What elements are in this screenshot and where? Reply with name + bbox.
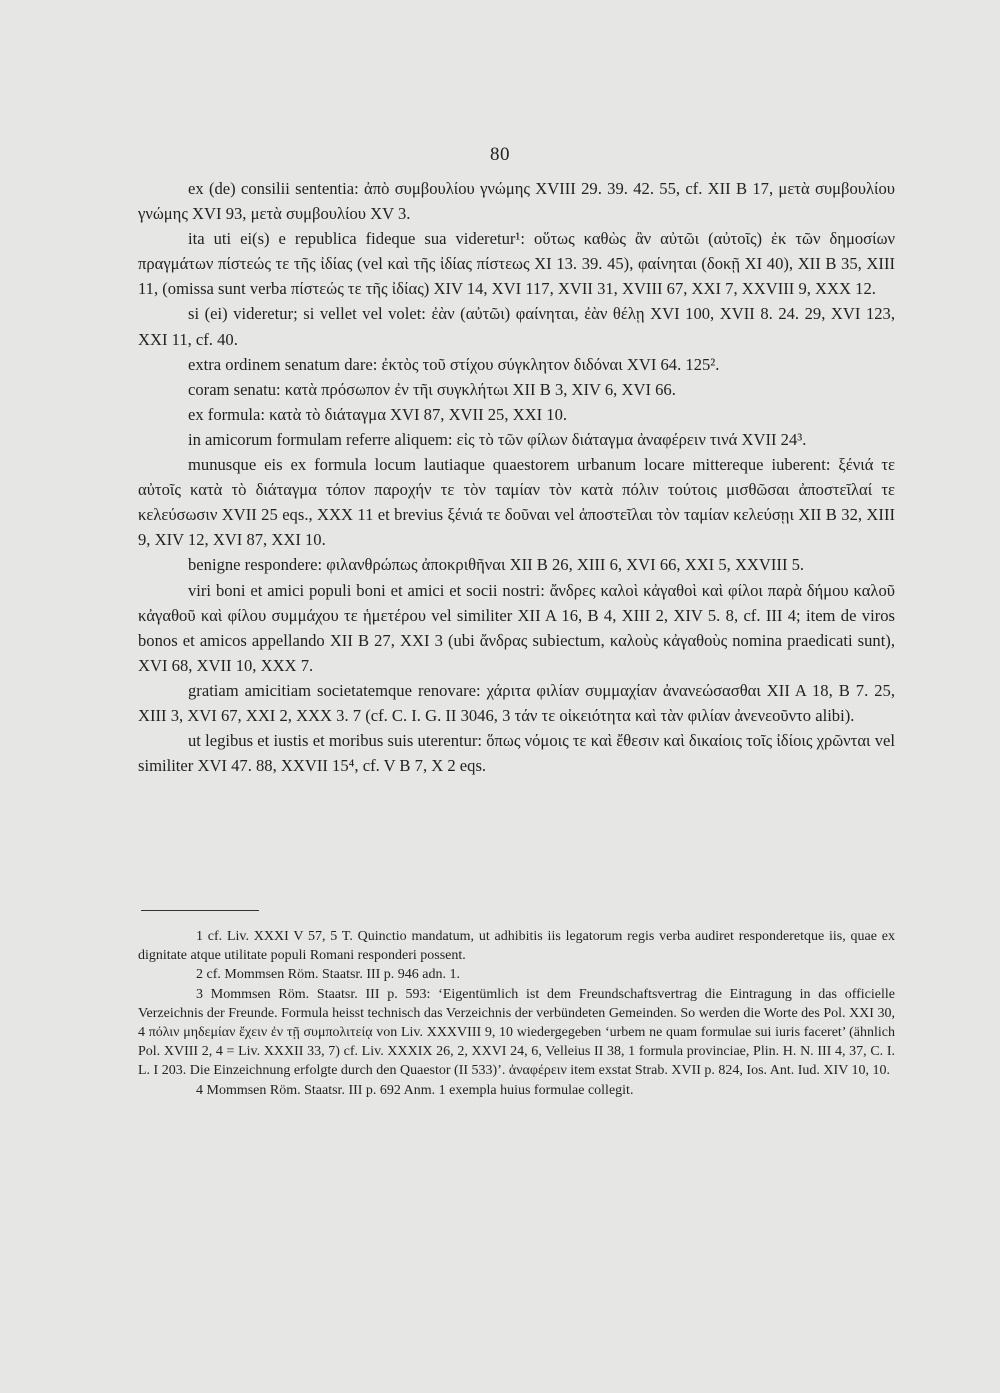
paragraph: extra ordinem senatum dare: ἐκτὸς τοῦ στίχου σύγκλητον διδόναι XVI 64. 125². [188, 354, 720, 374]
page-number: 80 [490, 144, 510, 165]
footnote-2: 2 cf. Mommsen Röm. Staatsr. III p. 946 adn. 1. [196, 967, 461, 983]
footnote-divider [141, 910, 259, 911]
footnote-1: 1 cf. Liv. XXXI V 57, 5 T. Quinctio mandatum, ut adhibitis iis legatorum regis verba audiret responderetque iis, quae ex dignitate atque utilitate populi Romani responderi possent. [138, 929, 895, 964]
paragraph: munusque eis ex formula locum lautiaque quaestorem urbanum locare mittereque iuberent: ξένιά τε αὐτοῖς κατὰ τὸ διάταγμα τόπον παροχήν τε τὸν ταμίαν τὸν κατὰ πόλιν τούτοις μισθῶσαι ἀποστεῖλαί τε κελεύσωσιν XVII 25 eqs., XXX 11 et brevius ξένιά τε δοῦναι vel ἀποστεῖλαι τὸν ταμίαν κελεύσῃι XII B 32, XIII 9, XIV 12, XVI 87, XXI 10. [138, 455, 895, 550]
paragraph: ex formula: κατὰ τὸ διάταγμα XVI 87, XVII 25, XXI 10. [188, 404, 568, 424]
footnote-4: 4 Mommsen Röm. Staatsr. III p. 692 Anm. 1 exempla huius formulae collegit. [196, 1082, 634, 1098]
paragraph: gratiam amicitiam societatemque renovare: χάριτα φιλίαν συμμαχίαν ἀνανεώσασθαι XII A 18, B 7. 25, XIII 3, XVI 67, XXI 2, XXX 3. 7 (cf. C. I. G. II 3046, 3 τάν τε οἰκειότητα καὶ τὰν φιλίαν ἀνενεοῦντο alibi). [138, 680, 895, 725]
paragraph: ex (de) consilii sententia: ἀπὸ συμβουλίου γνώμης XVIII 29. 39. 42. 55, cf. XII B 17, μετὰ συμβουλίου γνώμης XVI 93, μετὰ συμβουλίου XV 3. [138, 179, 895, 224]
paragraph: ut legibus et iustis et moribus suis uterentur: ὅπως νόμοις τε καὶ ἔθεσιν καὶ δικαίοις τοῖς ἰδίοις χρῶνται vel similiter XVI 47. 88, XXVII 15⁴, cf. V B 7, X 2 eqs. [138, 731, 895, 776]
paragraph: si (ei) videretur; si vellet vel volet: ἐὰν (αὐτῶι) φαίνηται, ἐὰν θέλῃ XVI 100, XVII 8. 24. 29, XVI 123, XXI 11, cf. 40. [138, 304, 895, 349]
paragraph: ita uti ei(s) e republica fideque sua videretur¹: οὕτως καθὼς ἂν αὐτῶι (αὐτοῖς) ἐκ τῶν δημοσίων πραγμάτων πίστεώς τε τῆς ἰδίας (vel καὶ τῆς ἰδίας πίστεως XI 13. 39. 45), φαίνηται (δοκῇ XI 40), XII B 35, XIII 11, (omissa sunt verba πίστεώς τε τῆς ἰδίας) XIV 14, XVI 117, XVII 31, XVIII 67, XXI 7, XXVIII 9, XXX 12. [138, 229, 895, 299]
footnote-3: 3 Mommsen Röm. Staatsr. III p. 593: ‘Eigentümlich ist dem Freundschaftsvertrag die Eintragung in das officielle Verzeichnis der Freunde. Formula heisst technisch das Verzeichnis der verbündeten Gemeinden. So werden die Worte des Pol. XXI 30, 4 πόλιν μηδεμίαν ἔχειν ἐν τῇ συμπολιτείᾳ von Liv. XXXVIII 9, 10 wiedergegeben ‘urbem ne quam formulae sui iuris faceret’ (ähnlich Pol. XVIII 2, 4 = Liv. XXXII 33, 7) cf. Liv. XXXIX 26, 2, XXVI 24, 6, Velleius II 38, 1 formula provinciae, Plin. H. N. III 4, 37, C. I. L. I 203. Die Einzeichnung erfolgte durch den Quaestor (II 533)’. ἀναφέρειν item exstat Strab. XVII p. 824, Ios. Ant. Iud. XIV 10, 10. [138, 986, 895, 1079]
paragraph: viri boni et amici populi boni et amici et socii nostri: ἄνδρες καλοὶ κἀγαθοὶ καὶ φίλοι παρὰ δήμου καλοῦ κἀγαθοῦ καὶ φίλου συμμάχου τε ἡμετέρου vel similiter XII A 16, B 4, XIII 2, XIV 5. 8, cf. III 4; item de viros bonos et amicos appellando XII B 27, XXI 3 (ubi ἄνδρας subiectum, καλοὺς κἀγαθοὺς nomina praedicati sunt), XVI 68, XVII 10, XXX 7. [138, 580, 895, 675]
paragraph: in amicorum formulam referre aliquem: εἰς τὸ τῶν φίλων διάταγμα ἀναφέρειν τινά XVII 24³. [188, 429, 807, 449]
paragraph: coram senatu: κατὰ πρόσωπον ἐν τῆι συγκλήτωι XII B 3, XIV 6, XVI 66. [188, 379, 676, 399]
paragraph: benigne respondere: φιλανθρώπως ἀποκριθῆναι XII B 26, XIII 6, XVI 66, XXI 5, XXVIII 5. [188, 555, 805, 575]
footnotes [138, 927, 895, 1100]
main-text [138, 176, 895, 778]
